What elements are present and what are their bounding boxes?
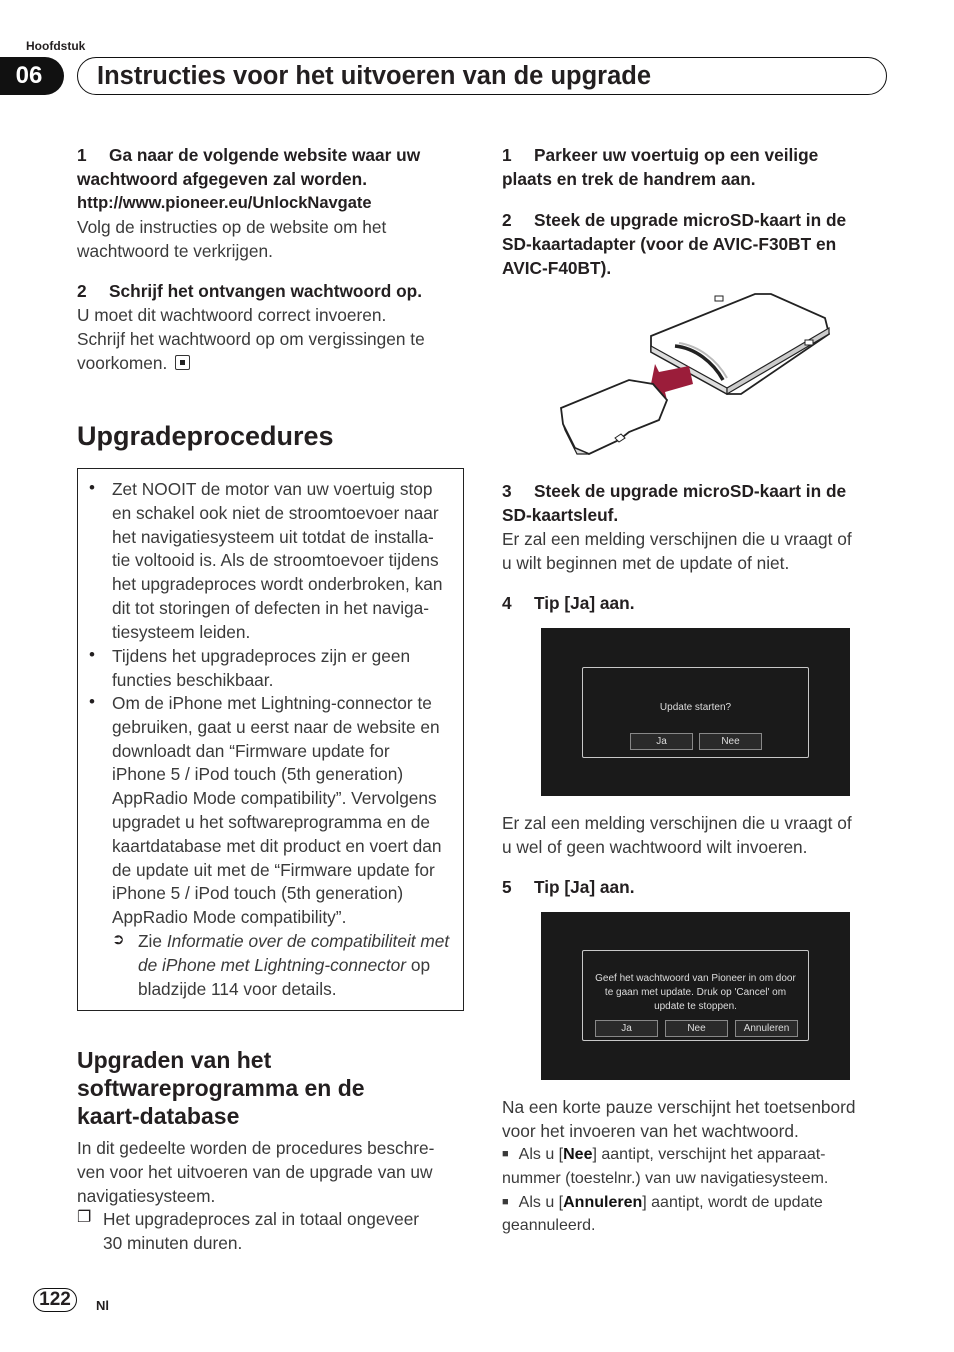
title-line: kaart-database [77,1103,240,1129]
page-reference [138,930,458,1001]
step-text: Steek de upgrade microSD-kaart in de [534,210,847,230]
dialog-message [583,972,808,1014]
list-line: tie voltooid is. Als de stroomtoevoer tijdens [112,550,439,571]
step-text: SD-kaartsleuf. [502,505,619,525]
right-step-3 [502,479,922,527]
unlock-url-link[interactable]: http://www.pioneer.eu/UnlockNavgate [77,194,372,212]
update-start-dialog [582,667,809,758]
body-line: voor het invoeren van het wachtwoord. [502,1121,799,1141]
chapter-title: Instructies voor het uitvoeren van de upgrade [97,62,652,90]
list-line: functies beschikbaar. [112,669,274,690]
cancel-button[interactable]: Annuleren [735,1020,798,1037]
step-text: wachtwoord afgegeven zal worden. [77,169,367,189]
password-dialog [582,950,809,1041]
title-line: Upgraden van het [77,1047,272,1073]
section-title: Upgradeprocedures [77,421,334,451]
ref-prefix: Zie [138,931,163,951]
list-line: AppRadio Mode compatibility”. [112,907,347,928]
duration-note [103,1207,473,1255]
ref-suffix: op [410,954,431,975]
list-line: en schakel ook niet de stroomtoevoer naar [112,502,439,523]
ref-page: bladzijde 114 voor details. [138,978,337,999]
ref-link-text[interactable]: Informatie over de compatibiliteit met [166,931,450,951]
note-text: ] aantipt, wordt de update [642,1193,823,1211]
body-line: U moet dit wachtwoord correct invoeren. [77,305,387,325]
step-number: 1 [502,145,512,165]
microsd-card-icon [561,380,667,454]
list-line: het navigatiesysteem uit totdat de installa- [112,526,434,547]
page-number: 122 [33,1288,77,1312]
password-prompt-note [502,811,922,859]
language-code: Nl [96,1298,109,1313]
step-number: 1 [77,145,87,165]
ref-link-text[interactable]: de iPhone met Lightning-connector [138,954,407,975]
right-step-5 [502,875,635,899]
body-line: Er zal een melding verschijnen die u vraagt of [502,529,852,549]
bullet-icon: • [89,645,95,664]
step-text: plaats en trek de handrem aan. [502,169,756,189]
no-button[interactable]: Nee [665,1020,728,1037]
list-line: iPhone 5 / iPod touch (5th generation) [112,883,404,904]
list-line: iPhone 5 / iPod touch (5th generation) [112,764,404,785]
left-step-2 [77,279,477,303]
chapter-label: Hoofdstuk [26,39,86,53]
step-text: Steek de upgrade microSD-kaart in de [534,481,847,501]
update-start-screen [541,628,850,796]
dialog-line: te gaan met update. Druk op 'Cancel' om [604,987,787,998]
body-line: Het upgradeproces zal in totaal ongeveer [103,1209,420,1229]
body-line: Volg de instructies op de website om het [77,217,387,237]
yes-button[interactable]: Ja [595,1020,658,1037]
square-bullet-icon: ■ [502,1148,509,1160]
step-text: AVIC-F40BT). [502,258,612,278]
keyboard-note [502,1095,922,1143]
step-text: Ga naar de volgende website waar uw [109,145,421,165]
password-screen [541,912,850,1080]
bullet-icon: • [89,478,95,497]
left-step-2-body [77,303,477,375]
list-line: downloadt dan “Firmware update for [112,740,390,761]
chapter-number: 06 [0,57,64,95]
no-button[interactable]: Nee [699,733,762,750]
step-text: SD-kaartadapter (voor de AVIC-F30BT en [502,234,837,254]
note-text: ] aantipt, verschijnt het apparaat- [592,1146,826,1163]
list-line: het upgradeproces wordt onderbroken, kan [112,574,443,595]
note-text: geannuleerd. [502,1217,596,1235]
step-number: 5 [502,877,512,897]
list-line: kaartdatabase met dit product en voert dan [112,835,442,856]
reference-arrow-icon: ➲ [112,931,125,948]
sd-adapter-illustration [555,288,835,460]
body-line: u wilt beginnen met de update of niet. [502,553,790,573]
step-number: 2 [502,210,512,230]
left-step-1 [77,143,477,215]
warning-item-3 [112,692,457,930]
step-number: 3 [502,481,512,501]
right-step-1 [502,143,922,191]
dialog-line: Geef het wachtwoord van Pioneer in om door [595,973,796,984]
body-line: voorkomen. [77,353,168,373]
result-notes [502,1143,922,1238]
body-line: u wel of geen wachtwoord wilt invoeren. [502,837,808,857]
body-line: In dit gedeelte worden de procedures beschre- [77,1138,435,1158]
list-line: upgradet u het softwareprogramma en de [112,811,430,832]
note-text: Als u [ [518,1193,564,1211]
bullet-icon: • [89,692,95,711]
step-number: 4 [502,593,512,613]
note-text: Als u [ [518,1146,564,1163]
list-line: Om de iPhone met Lightning-connector te [112,693,432,713]
step-text: Tip [Ja] aan. [534,593,635,613]
body-line: Er zal een melding verschijnen die u vraagt of [502,813,852,833]
note-button-name: Annuleren [563,1193,643,1211]
step-text: Schrijf het ontvangen wachtwoord op. [109,281,422,301]
body-line: Schrijf het wachtwoord op om vergissingen te [77,329,425,349]
step-text: Parkeer uw voertuig op een veilige [534,145,819,165]
left-step-1-body [77,215,477,263]
step-number: 2 [77,281,87,301]
list-line: Tijdens het upgradeproces zijn er geen [112,646,411,666]
warning-item-1 [112,478,457,645]
list-line: Zet NOOIT de motor van uw voertuig stop [112,479,433,499]
body-line: ven voor het uitvoeren van de upgrade van uw [77,1162,433,1182]
body-line: wachtwoord te verkrijgen. [77,241,273,261]
dialog-message: Update starten? [659,702,732,713]
list-line: tiesysteem leiden. [112,621,251,642]
body-line: navigatiesysteem. [77,1186,216,1206]
subsection-intro [77,1136,477,1208]
checkbox-icon: ❐ [77,1209,92,1226]
title-line: softwareprogramma en de [77,1075,365,1101]
right-step-4 [502,591,635,615]
dialog-line: update te stoppen. [654,1001,737,1012]
subsection-title [77,1046,477,1130]
yes-button[interactable]: Ja [630,733,693,750]
note-button-name: Nee [563,1146,593,1163]
list-line: gebruiken, gaat u eerst naar de website en [112,716,440,737]
body-line: Na een korte pauze verschijnt het toetsenbord [502,1097,856,1117]
right-step-3-body [502,527,922,575]
right-step-2 [502,208,922,280]
square-bullet-icon: ■ [502,1195,509,1208]
list-line: de update uit met de “Firmware update for [112,859,435,880]
end-mark-icon [175,355,190,370]
body-line: 30 minuten duren. [103,1233,243,1253]
step-text: Tip [Ja] aan. [534,877,635,897]
list-line: AppRadio Mode compatibility”. Vervolgens [112,788,437,809]
list-line: dit tot storingen of defecten in het naviga- [112,597,430,618]
warning-item-2 [112,645,457,693]
note-text: nummer (toestelnr.) van uw navigatiesysteem. [502,1169,829,1187]
